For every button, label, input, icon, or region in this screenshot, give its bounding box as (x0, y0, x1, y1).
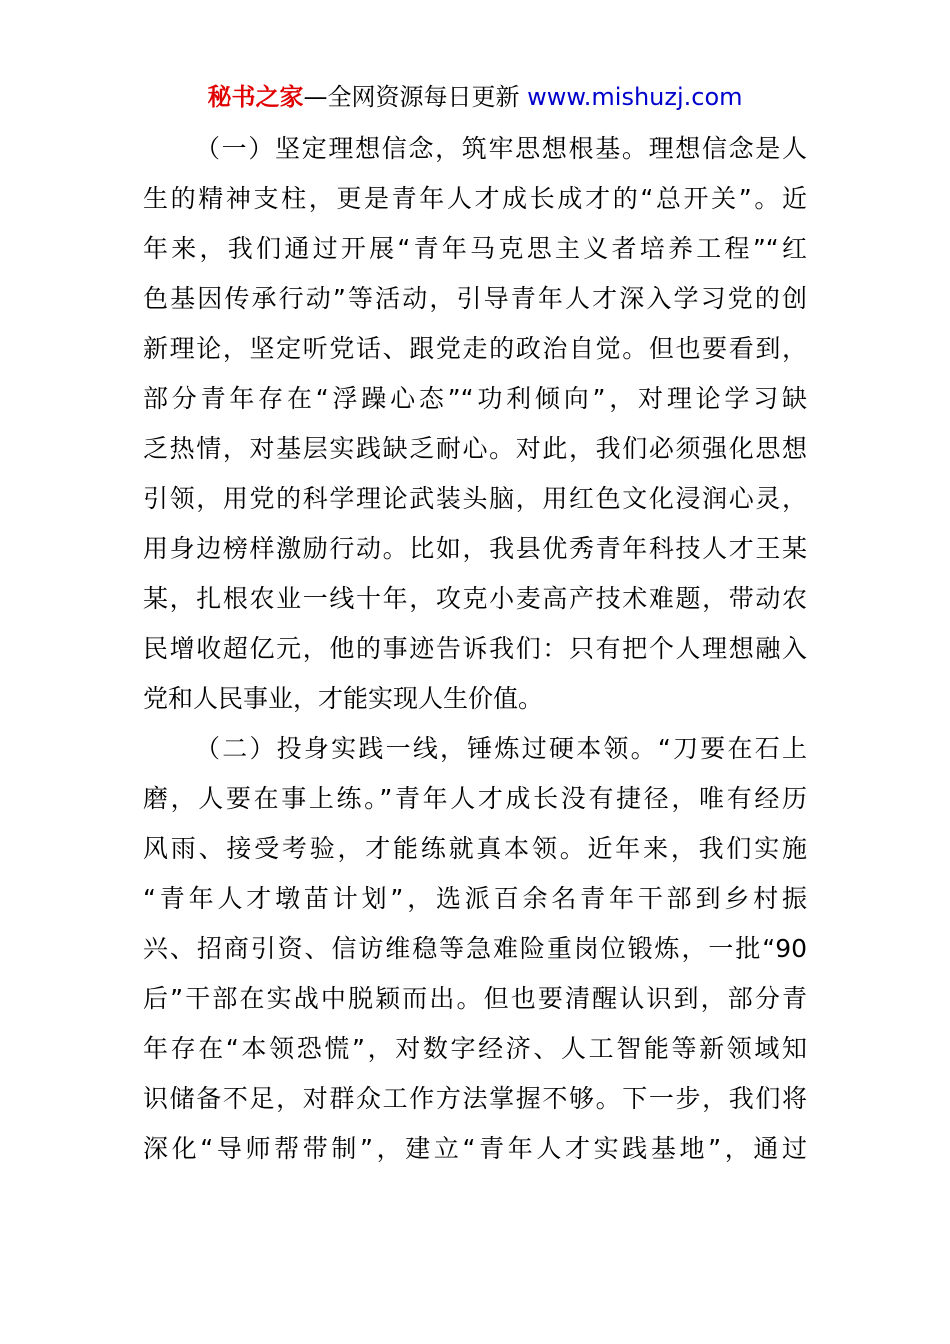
text-line: 民增收超亿元，他的事迹告诉我们：只有把个人理想融入 (143, 634, 807, 663)
text-line: 某，扎根农业一线十年，攻克小麦高产技术难题，带动农 (143, 584, 807, 613)
text-line: 年存在“本领恐慌”，对数字经济、人工智能等新领域知 (143, 1034, 807, 1063)
text-line: 磨，人要在事上练。”青年人才成长没有捷径，唯有经历 (143, 784, 807, 813)
text-line: 后”干部在实战中脱颖而出。但也要清醒认识到，部分青 (143, 984, 807, 1013)
text-line: 用身边榜样激励行动。比如，我县优秀青年科技人才王某 (143, 534, 807, 563)
text-line: “青年人才墩苗计划”，选派百余名青年干部到乡村振 (143, 884, 807, 913)
text-line: 生的精神支柱，更是青年人才成长成才的“总开关”。近 (143, 184, 807, 213)
site-brand: 秘书之家 (207, 83, 304, 111)
text-line: 乏热情，对基层实践缺乏耐心。对此，我们必须强化思想 (143, 434, 807, 463)
site-url-link[interactable]: www.mishuzj.com (527, 83, 743, 111)
text-line: 新理论，坚定听党话、跟党走的政治自觉。但也要看到， (143, 334, 807, 363)
text-line: （二）投身实践一线，锤炼过硬本领。“刀要在石上 (195, 734, 807, 763)
text-line: 风雨、接受考验，才能练就真本领。近年来，我们实施 (143, 834, 807, 863)
site-tagline: —全网资源每日更新 (303, 83, 528, 111)
text-line: 深化“导师帮带制”，建立“青年人才实践基地”，通过 (143, 1134, 807, 1163)
paragraph-2 (143, 724, 807, 1174)
text-line: 年来，我们通过开展“青年马克思主义者培养工程”“红 (143, 234, 807, 263)
text-line: 识储备不足，对群众工作方法掌握不够。下一步，我们将 (143, 1084, 807, 1113)
text-line: 色基因传承行动”等活动，引导青年人才深入学习党的创 (143, 284, 807, 313)
text-line: 党和人民事业，才能实现人生价值。 (143, 684, 544, 713)
text-line: 引领，用党的科学理论武装头脑，用红色文化浸润心灵， (143, 484, 807, 513)
text-line: 部分青年存在“浮躁心态”“功利倾向”，对理论学习缺 (143, 384, 807, 413)
site-header (0, 80, 950, 114)
document-body (143, 124, 807, 1174)
text-line: 兴、招商引资、信访维稳等急难险重岗位锻炼，一批“90 (143, 934, 807, 963)
text-line: （一）坚定理想信念，筑牢思想根基。理想信念是人 (195, 134, 807, 163)
paragraph-1 (143, 124, 807, 724)
